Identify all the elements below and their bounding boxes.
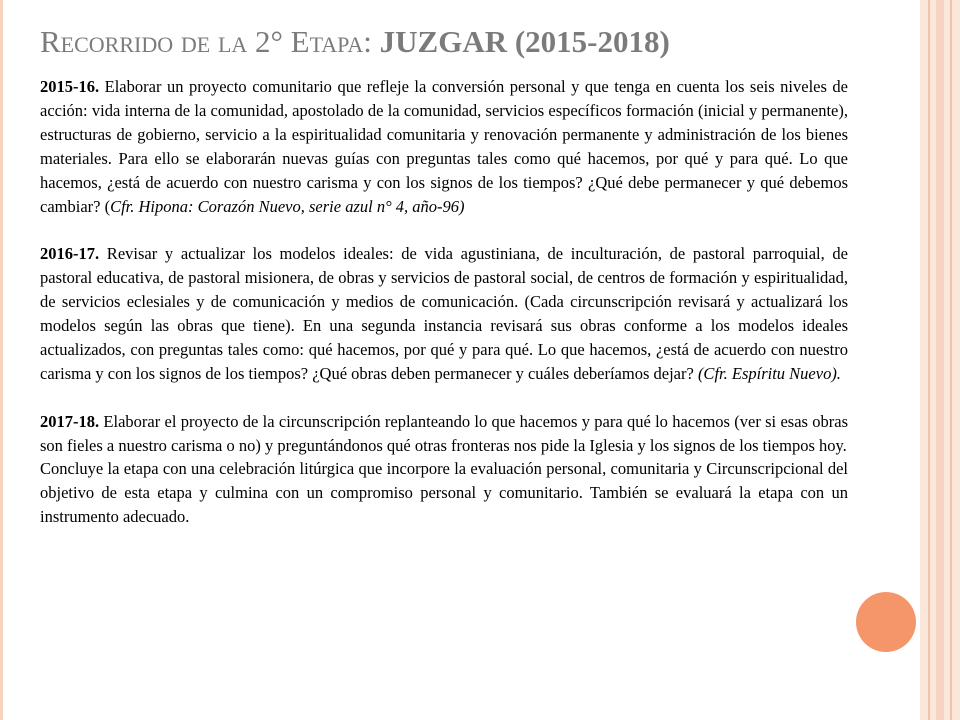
title-prefix: Recorrido de la 2° Etapa: xyxy=(40,24,380,59)
paragraph-text: Elaborar un proyecto comunitario que refleje la conversión personal y que tenga en cuenta los seis niveles de acción: vida interna de la comunidad, apostolado de la comunidad, servicios específicos formación (inicial y permanente), estructuras de gobierno, servicio a la espiritualidad comunitaria y renovación permanente y administración de los bienes materiales. Para ello se elaborarán nuevas guías con preguntas tales como qué hacemos, por qué y para qué. Lo que hacemos, ¿está de acuerdo con nuestro carisma y con los signos de los tiempos? ¿Qué debe permanecer y qué debemos cambiar? ( xyxy=(40,77,848,216)
citation: Cfr. Hipona: Corazón Nuevo, serie azul n° 4, año-96) xyxy=(110,196,465,216)
paragraph-2016-17 xyxy=(40,242,848,385)
paragraph-2017-18 xyxy=(40,410,848,458)
right-stripe-decoration xyxy=(920,0,960,720)
slide-title xyxy=(40,22,900,62)
closing-paragraph: Concluye la etapa con una celebración litúrgica que incorpore la evaluación personal, comunitaria y Circunscripcional del objetivo de esta etapa y culmina con un compromiso personal y comunitario. También se evaluará la etapa con un instrumento adecuado. xyxy=(40,459,848,527)
year-label: 2016-17. xyxy=(40,244,100,264)
left-edge-decoration xyxy=(0,0,3,720)
slide-body xyxy=(40,75,848,529)
year-label: 2017-18. xyxy=(40,411,100,431)
paragraph-2015-16 xyxy=(40,75,848,218)
citation: (Cfr. Espíritu Nuevo). xyxy=(697,363,841,383)
paragraph-text: Revisar y actualizar los modelos ideales: de vida agustiniana, de inculturación, de pastoral parroquial, de pastoral educativa, de pastoral misionera, de obras y servicios de pastoral social, de centros de formación y espiritualidad, de servicios eclesiales y de comunicación y medios de comunicación. (Cada circunscripción revisará y actualizará los modelos según las obras que tiene). En una segunda instancia revisará sus obras conforme a los modelos ideales actualizados, con preguntas tales como: qué hacemos, por qué y para qué. Lo que hacemos, ¿está de acuerdo con nuestro carisma y con los signos de los tiempos? ¿Qué obras deben permanecer y cuáles deberíamos dejar? xyxy=(40,244,848,383)
orange-circle-decoration xyxy=(856,592,916,652)
year-label: 2015-16. xyxy=(40,77,100,96)
title-highlight: JUZGAR (2015-2018) xyxy=(379,24,670,59)
paragraph-text: Elaborar el proyecto de la circunscripción replanteando lo que hacemos y para qué lo hacemos (ver si esas obras son fieles a nuestro carisma o no) y preguntándonos qué otras fronteras nos pide la Iglesia y los signos de los tiempos hoy. xyxy=(40,411,848,455)
